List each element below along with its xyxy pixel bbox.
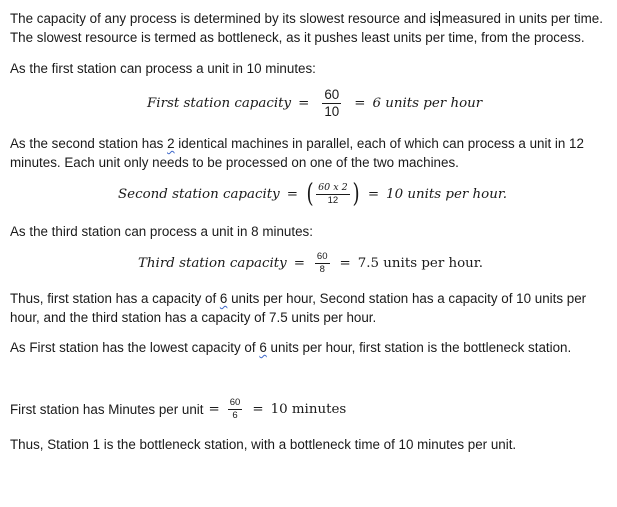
intro-line-2: The slowest resource is termed as bottleneck, as it pushes least units per time, from the process. [10, 30, 585, 45]
minutes-eq-sign: = [208, 401, 220, 417]
lowest-text-a: As First station has the lowest capacity of [10, 340, 260, 355]
station3-denominator: 8 [319, 263, 325, 275]
station2-eq-label: Second station capacity [118, 186, 280, 202]
lowest-spellcheck-number: 6 [259, 340, 267, 355]
station2-lead-line-2: minutes. Each unit only needs to be processed on one of the two machines. [10, 155, 459, 170]
conclusion-paragraph: Thus, Station 1 is the bottleneck station, with a bottleneck time of 10 minutes per unit. [10, 437, 517, 452]
station2-result: 10 units per hour. [386, 186, 508, 202]
station2-lead [10, 134, 610, 172]
station2-lead-line-1 [10, 134, 610, 153]
station3-eq-sign-2: = [339, 255, 351, 271]
station1-lead: As the first station can process a unit in 10 minutes: [10, 61, 316, 76]
station2-lead-spellcheck-number: 2 [167, 136, 175, 151]
station1-numerator: 60 [324, 87, 340, 102]
station1-eq-sign-2: = [354, 96, 366, 112]
minutes-result [271, 402, 347, 417]
station3-result: 7.5 units per hour. [357, 255, 483, 271]
station3-fraction [315, 252, 330, 275]
station2-denominator: 12 [327, 194, 339, 206]
lowest-text-b: units per hour, first station is the bottleneck station. [266, 340, 572, 355]
station2-equation [118, 181, 507, 207]
intro-line-1-text-b: measured in units per time. [441, 11, 603, 26]
intro-line-1-text-a: The capacity of any process is determined by its slowest resource and is [10, 11, 440, 26]
minutes-eq-sign-2: = [252, 401, 264, 417]
station1-equation [147, 88, 482, 119]
summary-paragraph [10, 289, 610, 327]
lowest-capacity-paragraph [10, 338, 610, 357]
station2-lead-text-a: As the second station has [10, 136, 168, 151]
station1-result: 6 units per hour [372, 96, 483, 112]
station3-lead: As the third station can process a unit in 8 minutes: [10, 224, 313, 239]
minutes-equation [10, 398, 346, 421]
station3-eq-sign: = [293, 255, 305, 271]
station3-eq-label: Third station capacity [138, 255, 287, 271]
station2-open-paren: ( [306, 179, 314, 209]
summary-spellcheck-number: 6 [219, 291, 228, 306]
station2-numerator: 60 x 2 [318, 181, 348, 193]
minutes-fraction [228, 398, 243, 421]
minutes-eq-label: First station has Minutes per unit [10, 401, 204, 417]
station2-eq-sign-2: = [367, 186, 380, 202]
station2-eq-sign: = [286, 186, 298, 202]
station1-denominator: 10 [324, 104, 340, 120]
summary-line-1-text-a: Thus, first station has a capacity of [10, 291, 220, 306]
summary-line-2: hour, and the third station has a capacity of 7.5 units per hour. [10, 310, 377, 325]
station1-fraction [322, 88, 341, 119]
summary-line-1 [10, 289, 610, 308]
summary-line-1-text-b: units per hour, Second station has a capacity of 10 units per [227, 291, 587, 306]
station1-eq-sign: = [298, 96, 310, 112]
intro-line-1 [10, 9, 610, 28]
station2-lead-text-b: identical machines in parallel, each of which can process a unit in 12 [174, 136, 584, 151]
minutes-result-text: 10 minutes [270, 401, 347, 417]
intro-paragraph [10, 9, 610, 47]
station2-close-paren: ) [352, 179, 360, 209]
station3-numerator: 60 [316, 251, 328, 262]
station1-eq-label: First station capacity [147, 96, 292, 112]
station2-fraction [316, 183, 350, 206]
minutes-numerator: 60 [229, 397, 241, 408]
station3-equation [138, 252, 483, 275]
minutes-denominator: 6 [232, 409, 238, 421]
